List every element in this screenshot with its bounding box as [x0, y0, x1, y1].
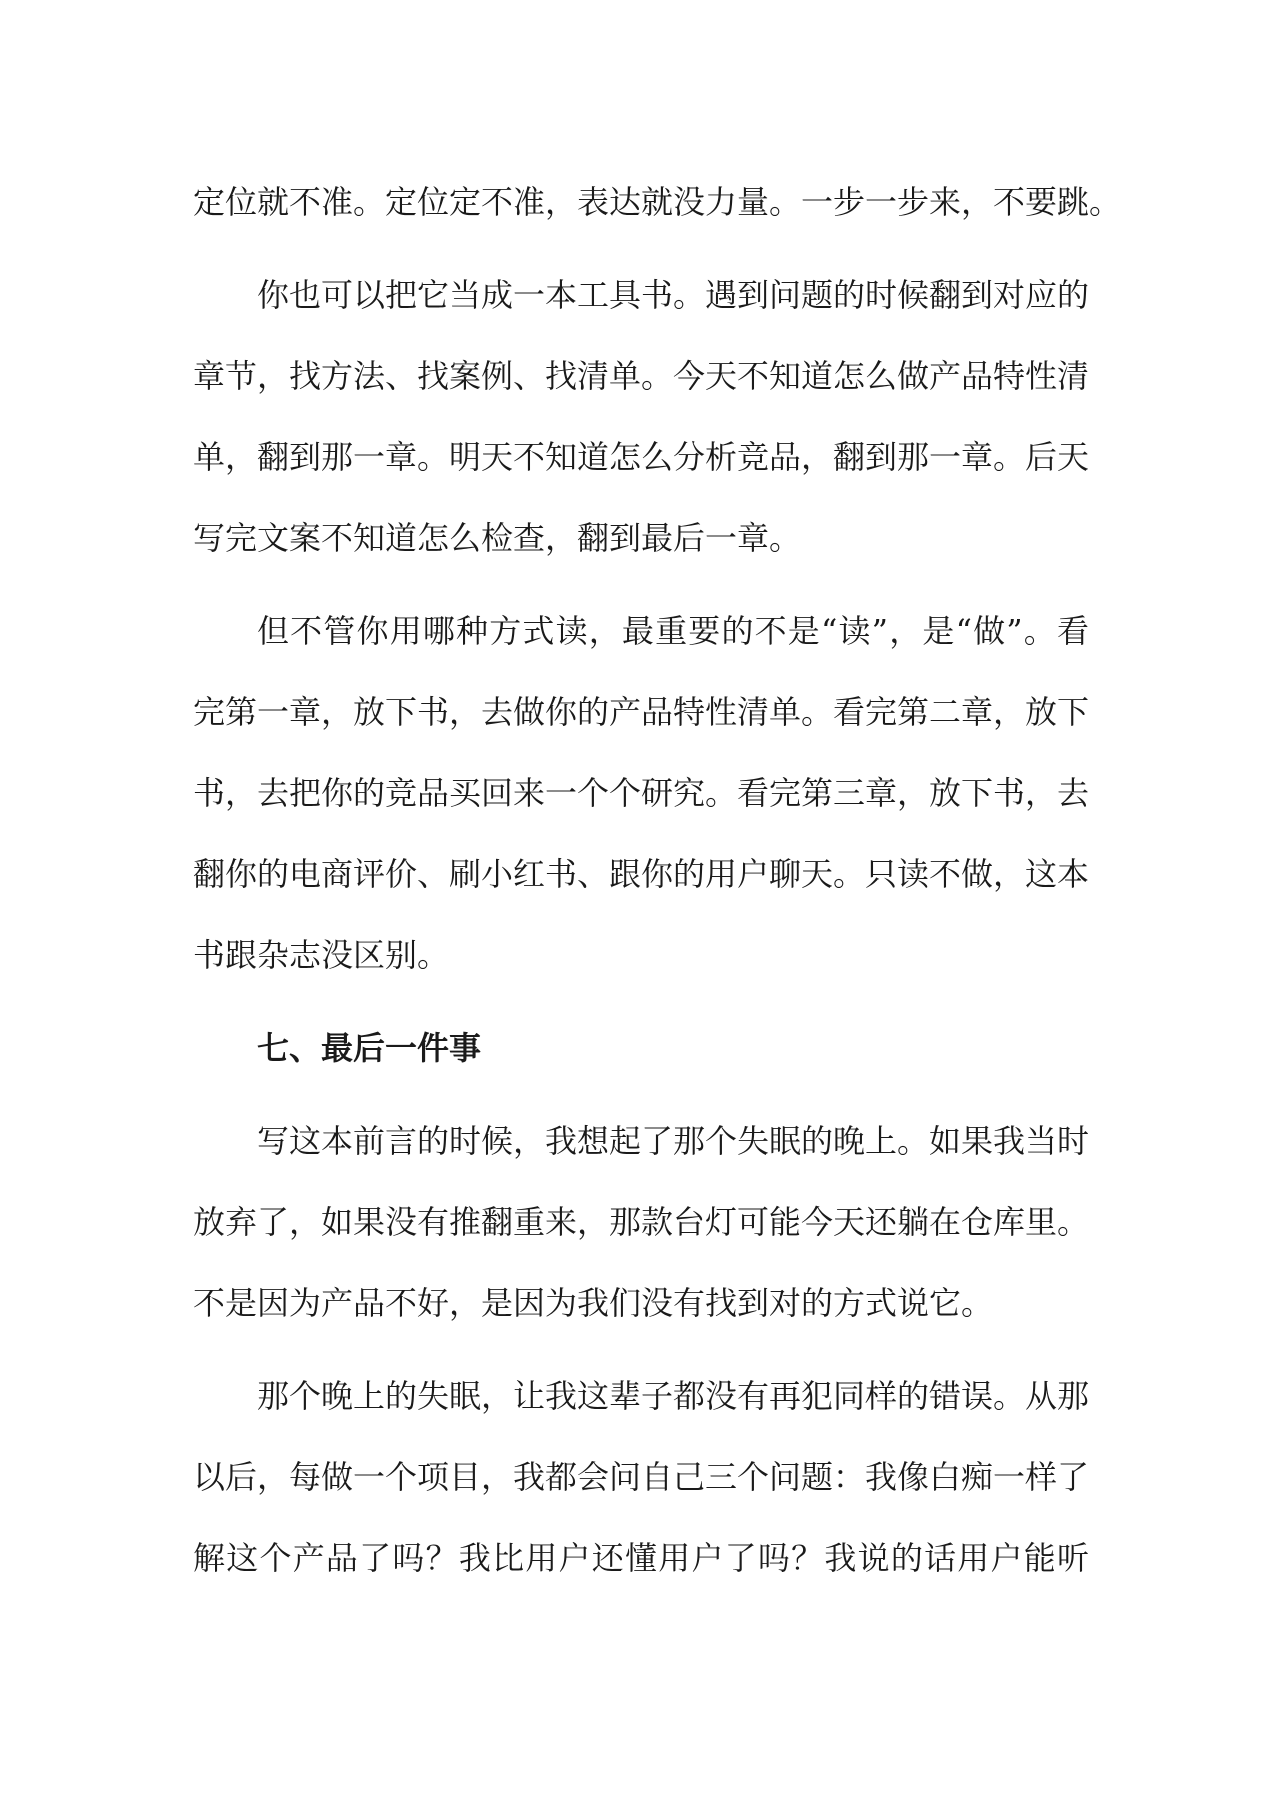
paragraph-4 [193, 1101, 1089, 1344]
text-line: 不是因为产品不好，是因为我们没有找到对的方式说它。 [193, 1284, 994, 1322]
text-line: 单，翻到那一章。明天不知道怎么分析竞品，翻到那一章。后天 [193, 438, 1090, 476]
paragraph-2 [193, 255, 1089, 579]
text-line: 书，去把你的竞品买回来一个个研究。看完第三章，放下书，去 [193, 774, 1090, 812]
text-line: 那个晚上的失眠，让我这辈子都没有再犯同样的错误。从那 [257, 1377, 1090, 1415]
paragraph-1 [193, 162, 1122, 243]
text-line: 书跟杂志没区别。 [193, 936, 450, 974]
text-line: 完第一章，放下书，去做你的产品特性清单。看完第二章，放下 [193, 693, 1090, 731]
text-line: 章节，找方法、找案例、找清单。今天不知道怎么做产品特性清 [193, 357, 1090, 395]
text-line: 以后，每做一个项目，我都会问自己三个问题：我像白痴一样了 [193, 1458, 1090, 1496]
paragraph-5 [193, 1356, 1089, 1599]
body-text [193, 162, 1122, 1611]
text-line: 写这本前言的时候，我想起了那个失眠的晚上。如果我当时 [257, 1122, 1090, 1160]
text-line: 你也可以把它当成一本工具书。遇到问题的时候翻到对应的 [257, 276, 1090, 314]
paragraph-3 [193, 591, 1089, 996]
text-line: 但不管你用哪种方式读，最重要的不是“读”，是“做”。看 [257, 612, 1089, 650]
text-line: 写完文案不知道怎么检查，翻到最后一章。 [193, 519, 802, 557]
text-line: 解这个产品了吗？我比用户还懂用户了吗？我说的话用户能听 [193, 1539, 1089, 1577]
section-heading: 七、最后一件事 [257, 1029, 482, 1067]
text-line: 放弃了，如果没有推翻重来，那款台灯可能今天还躺在仓库里。 [193, 1203, 1090, 1241]
text-line: 定位就不准。定位定不准，表达就没力量。一步一步来，不要跳。 [193, 183, 1122, 221]
text-line: 翻你的电商评价、刷小红书、跟你的用户聊天。只读不做，这本 [193, 855, 1090, 893]
